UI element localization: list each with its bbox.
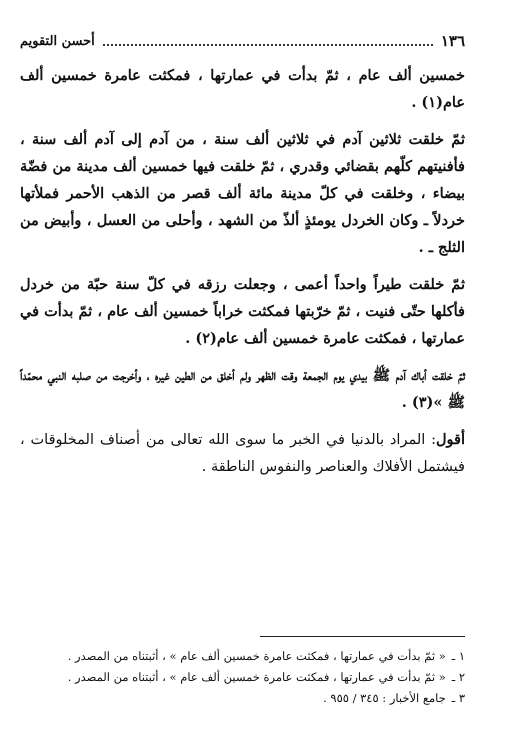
footnotes: [20, 646, 465, 709]
paragraph: ثمّ خلقت طيراً واحداً أعمى ، وجعلت رزقه في كلّ سنة حبّة من خردل فأكلها حتّى فنيت ، ثمّ خرّبتها فمكثت خراباً خمسين ألف عام ، ثمّ بدأت في عمارتها ، فمكثت عامرة خمسين ألف عام(٢) .: [20, 276, 465, 347]
footnote-number: ٣ ـ: [451, 691, 465, 705]
footnote-number: ٢ ـ: [451, 670, 465, 684]
footnote-number: ١ ـ: [451, 649, 465, 663]
footnote-text: جامع الأخبار : ٣٤٥ / ٩٥٥ .: [323, 691, 446, 705]
footnote-divider: [260, 636, 465, 637]
book-title: أحسن التقويم: [20, 33, 95, 49]
main-text: [20, 62, 465, 491]
footnote: [20, 688, 465, 709]
paragraph: ثمّ خلقت أباك آدم ﷺ بيدي يوم الجمعة وقت الظهر ولم أخلق من الطين غيره ، وأخرجت من صلبه النبي محمّداً ﷺ »(٣) .: [20, 367, 465, 411]
footnote: [20, 646, 465, 667]
page-number: ١٣٦: [440, 32, 465, 50]
paragraph: ثمّ خلقت ثلاثين آدم في ثلاثين ألف سنة ، من آدم إلى آدم ألف سنة ، فأفنيتهم كلّهم بقضائي وقدري ، ثمّ خلقت فيها خمسين ألف مدينة من فضّة بيضاء ، وخلقت في كلّ مدينة مائة ألف قصر من الذهب الأحمر فملأتها خردلاً ـ وكان الخردل يومئذٍ ألذّ من الشهد ، وأحلى من العسل ، وأبيض من الثلج ـ .: [20, 131, 465, 256]
footnote-text: « ثمّ بدأت في عمارتها ، فمكثت عامرة خمسين ألف عام » ، أثبتناه من المصدر .: [67, 649, 446, 663]
footnote-text: « ثمّ بدأت في عمارتها ، فمكثت عامرة خمسين ألف عام » ، أثبتناه من المصدر .: [67, 670, 446, 684]
commentary-text: : المراد بالدنيا في الخبر ما سوى الله تعالى من أصناف المخلوقات ، فيشتمل الأفلاك والعناصر والنفوس الناطقة .: [20, 432, 465, 475]
footnote: [20, 667, 465, 688]
commentary-paragraph: [20, 426, 465, 481]
header-dotted-leader: [103, 36, 433, 46]
paragraph: خمسين ألف عام ، ثمّ بدأت في عمارتها ، فمكثت عامرة خمسين ألف عام(١) .: [20, 67, 465, 111]
commentary-lead: أقول: [436, 431, 465, 448]
page-header: [20, 32, 465, 50]
